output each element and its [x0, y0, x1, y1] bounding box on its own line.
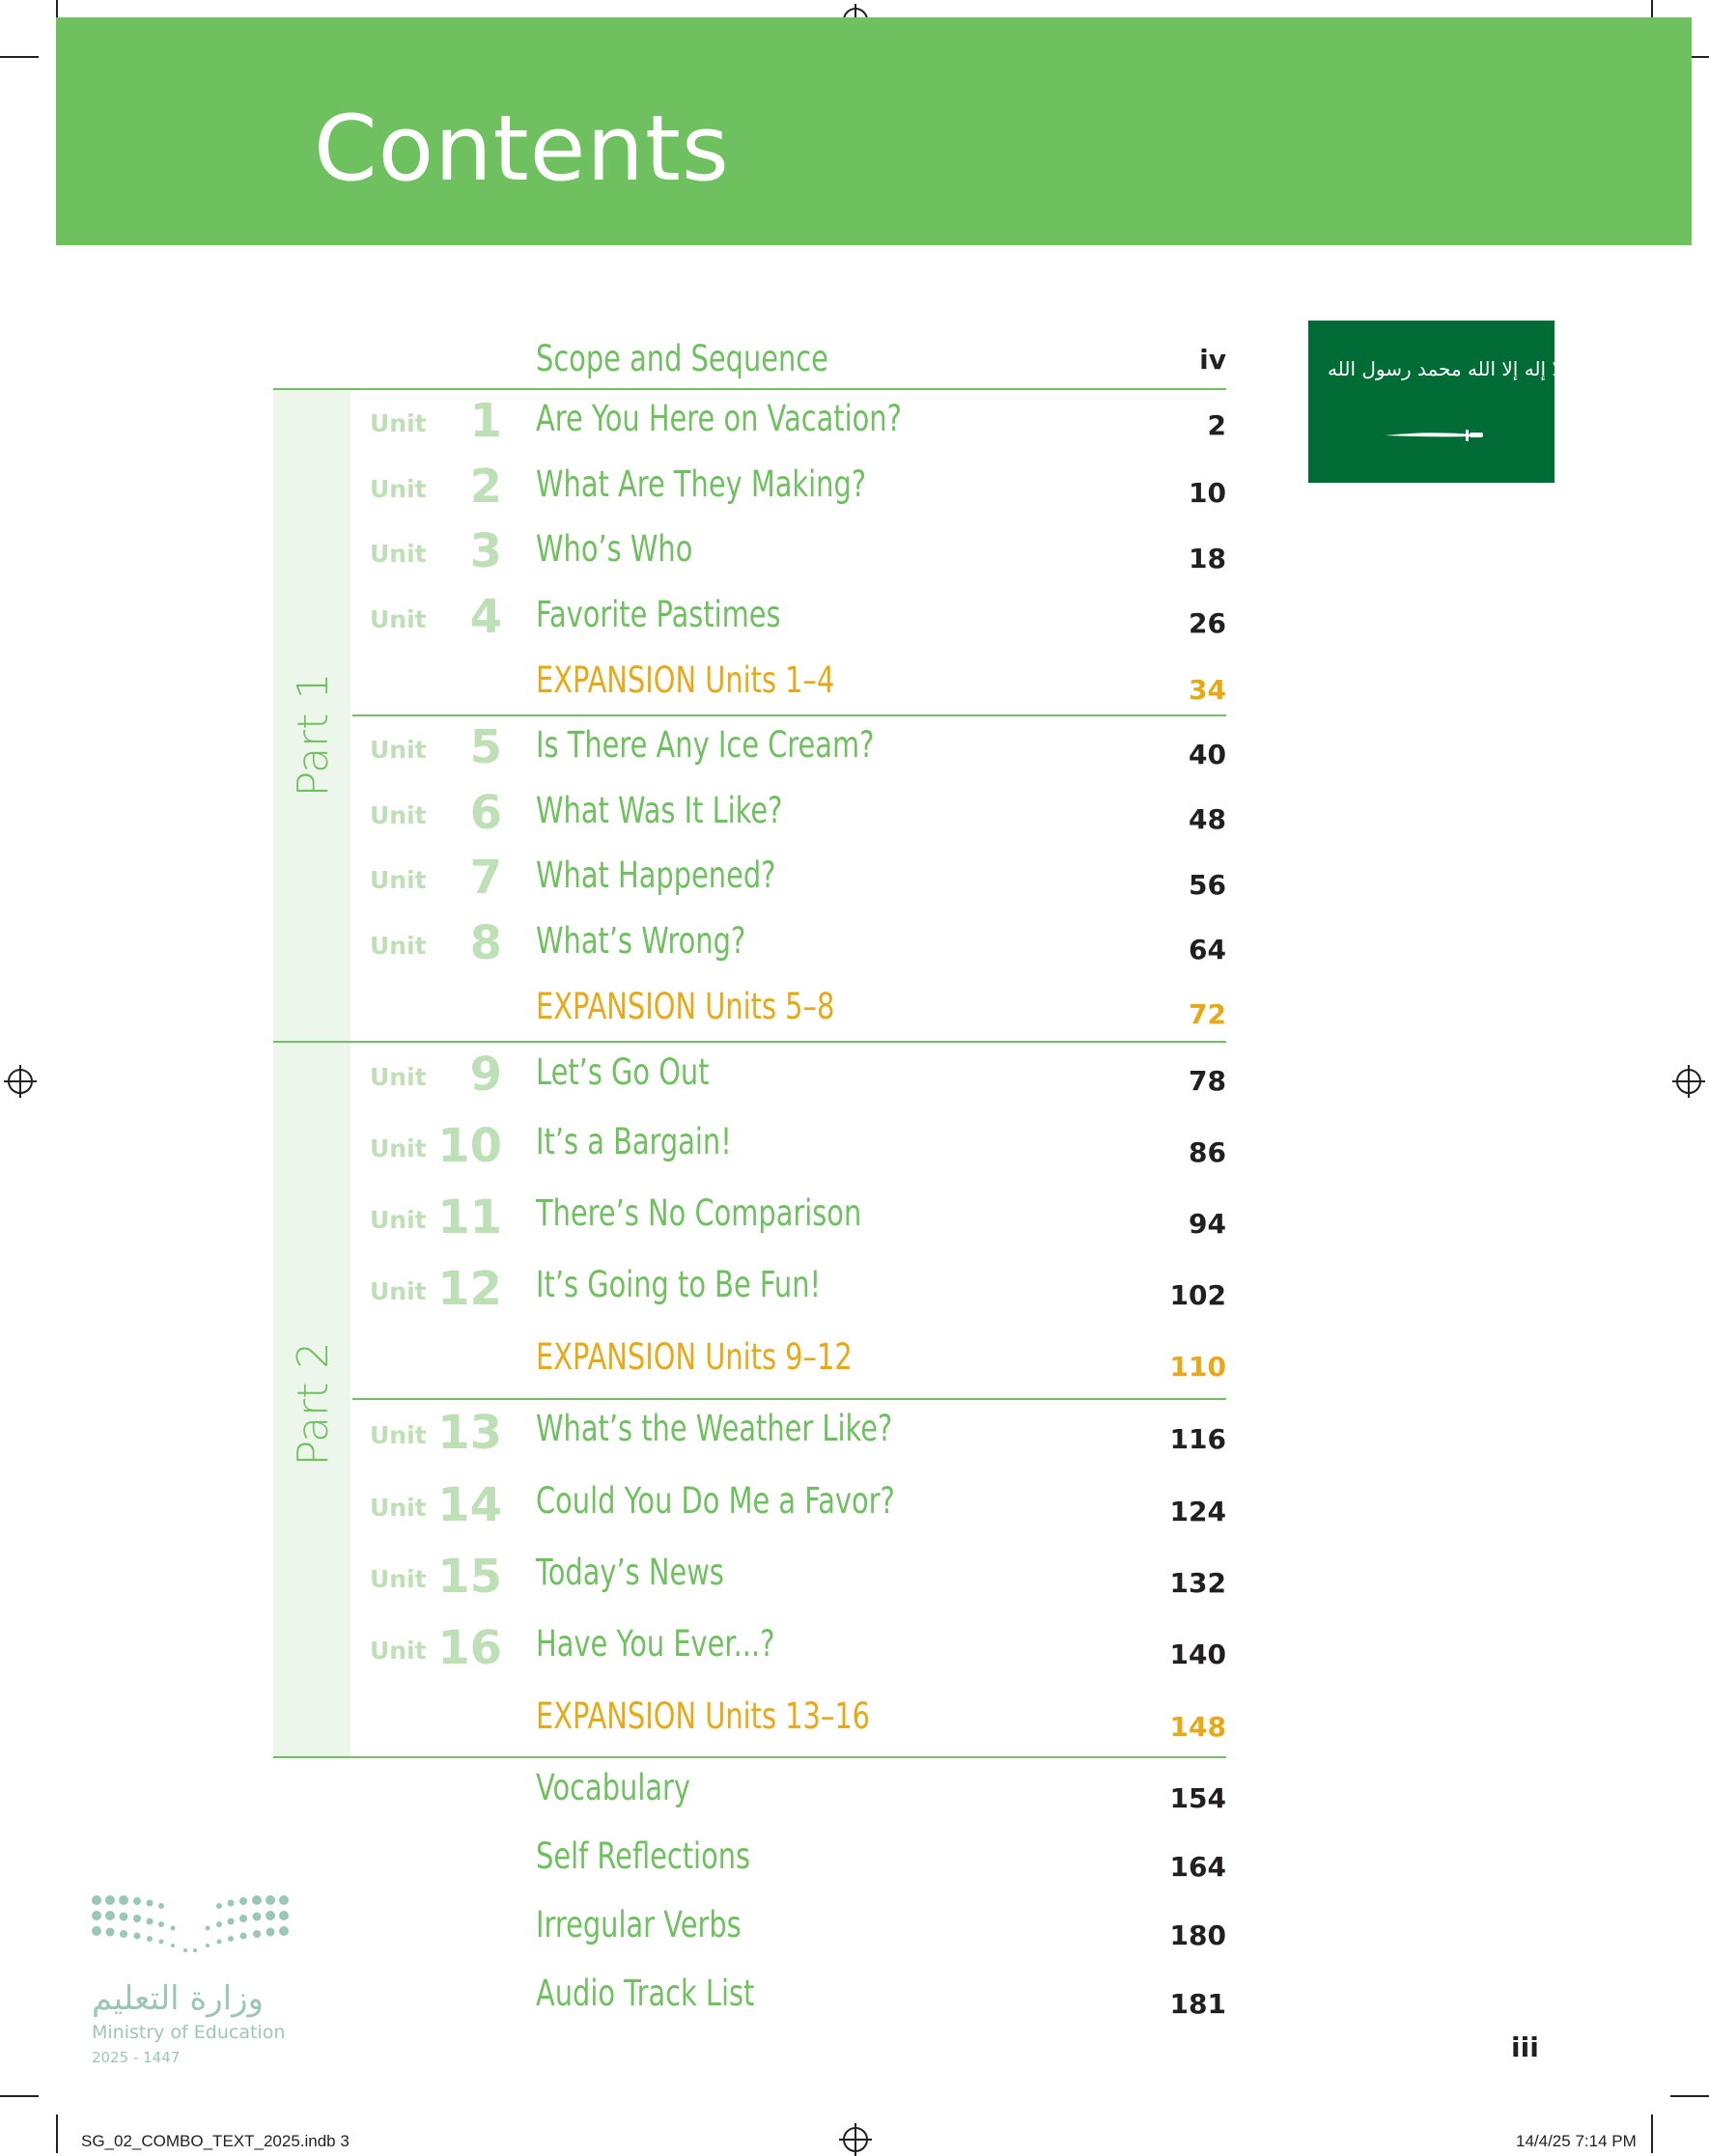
unit-label: Unit	[370, 409, 427, 437]
toc-title[interactable]: Have You Ever...?	[536, 1623, 775, 1665]
ministry-name-english: Ministry of Education	[92, 2022, 286, 2043]
toc-page: 18	[1189, 543, 1226, 574]
toc-title[interactable]: Audio Track List	[536, 1973, 755, 2014]
unit-label: Unit	[370, 1494, 427, 1522]
unit-label: Unit	[370, 1206, 427, 1234]
part-2-label: Part 2	[289, 1341, 338, 1467]
toc-row-unit-14[interactable]	[367, 1476, 1226, 1530]
toc-row-unit-8[interactable]	[367, 916, 1226, 970]
unit-number: 6	[469, 786, 502, 840]
toc-row-expansion-9-12[interactable]	[367, 1332, 1226, 1386]
toc-title[interactable]: What Happened?	[536, 854, 776, 896]
toc-row-self-reflections[interactable]	[367, 1832, 1226, 1886]
unit-label: Unit	[370, 1277, 427, 1305]
toc-row-unit-7[interactable]	[367, 851, 1226, 905]
unit-number: 2	[469, 460, 502, 514]
toc-page: 2	[1207, 409, 1226, 441]
crop-mark	[1670, 2095, 1709, 2097]
toc-page: 164	[1169, 1851, 1226, 1883]
toc-page: 72	[1189, 998, 1226, 1030]
toc-title[interactable]: EXPANSION Units 13–16	[536, 1695, 871, 1737]
ministry-year: 2025 - 1447	[92, 2049, 181, 2066]
toc-title[interactable]: Scope and Sequence	[536, 338, 828, 379]
unit-number: 8	[469, 916, 502, 970]
unit-label: Unit	[370, 475, 427, 503]
header-band	[56, 17, 1692, 245]
toc-page: 132	[1169, 1567, 1226, 1599]
toc-title[interactable]: It’s Going to Be Fun!	[536, 1264, 822, 1305]
unit-number: 4	[469, 590, 502, 644]
toc-page: 86	[1189, 1136, 1226, 1168]
registration-mark-icon	[8, 1069, 33, 1094]
toc-page: 94	[1189, 1208, 1226, 1240]
toc-row-scope[interactable]	[367, 332, 1226, 386]
toc-title[interactable]: Irregular Verbs	[536, 1904, 742, 1946]
page-title: Contents	[314, 97, 730, 202]
toc-title[interactable]: Today’s News	[536, 1552, 724, 1593]
crop-mark	[56, 2114, 58, 2153]
toc-row-unit-2[interactable]	[367, 460, 1226, 514]
unit-number: 5	[469, 720, 502, 774]
toc-page: 140	[1169, 1638, 1226, 1670]
unit-label: Unit	[370, 801, 427, 829]
unit-label: Unit	[370, 1421, 427, 1449]
crop-mark	[1651, 2114, 1653, 2153]
sword-icon	[1381, 427, 1487, 442]
registration-mark-icon	[1676, 1069, 1701, 1094]
saudi-flag-icon	[1308, 321, 1563, 483]
unit-number: 11	[437, 1190, 502, 1245]
unit-label: Unit	[370, 605, 427, 633]
unit-label: Unit	[370, 1565, 427, 1593]
toc-title[interactable]: There’s No Comparison	[536, 1192, 862, 1234]
toc-page: 34	[1189, 674, 1226, 706]
toc-row-unit-12[interactable]	[367, 1260, 1226, 1314]
toc-page: 110	[1169, 1351, 1226, 1383]
toc-page: 64	[1189, 934, 1226, 966]
unit-number: 3	[469, 524, 502, 578]
page-folio: iii	[1511, 2031, 1539, 2063]
toc-row-expansion-1-4[interactable]	[367, 656, 1226, 710]
toc-title[interactable]: Are You Here on Vacation?	[536, 398, 902, 439]
toc-page: 78	[1189, 1065, 1226, 1097]
toc-row-unit-11[interactable]	[367, 1189, 1226, 1243]
toc-row-unit-10[interactable]	[367, 1117, 1226, 1171]
toc-row-unit-9[interactable]	[367, 1048, 1226, 1102]
toc-title[interactable]: EXPANSION Units 1–4	[536, 659, 835, 701]
toc-title[interactable]: It’s a Bargain!	[536, 1121, 732, 1162]
toc-title[interactable]: Vocabulary	[536, 1767, 690, 1808]
part-1-label: Part 1	[289, 672, 338, 798]
toc-title[interactable]: What’s Wrong?	[536, 920, 746, 962]
divider-line	[273, 388, 1226, 390]
toc-page: iv	[1199, 344, 1226, 376]
unit-label: Unit	[370, 932, 427, 960]
unit-label: Unit	[370, 1637, 427, 1665]
toc-page: 116	[1169, 1423, 1226, 1455]
toc-title[interactable]: Could You Do Me a Favor?	[536, 1480, 895, 1522]
unit-number: 10	[437, 1119, 502, 1173]
toc-row-expansion-5-8[interactable]	[367, 982, 1226, 1036]
unit-label: Unit	[370, 736, 427, 764]
toc-row-irregular-verbs[interactable]	[367, 1900, 1226, 1954]
toc-row-unit-5[interactable]	[367, 720, 1226, 774]
divider-line	[273, 1756, 1226, 1758]
toc-page: 154	[1169, 1782, 1226, 1814]
flag-shahada: لا إله إلا الله محمد رسول الله	[1328, 357, 1563, 380]
unit-number: 9	[469, 1048, 502, 1102]
unit-number: 1	[469, 394, 502, 448]
unit-label: Unit	[370, 540, 427, 568]
toc-page: 10	[1189, 477, 1226, 509]
unit-label: Unit	[370, 866, 427, 894]
unit-number: 7	[469, 851, 502, 905]
toc-page: 124	[1169, 1496, 1226, 1527]
unit-number: 12	[437, 1262, 502, 1316]
unit-number: 15	[437, 1550, 502, 1604]
toc-title[interactable]: EXPANSION Units 5–8	[536, 986, 835, 1027]
divider-line	[273, 1041, 1226, 1043]
slug-date: 14/4/25 7:14 PM	[1516, 2132, 1637, 2150]
toc-title[interactable]: EXPANSION Units 9–12	[536, 1336, 853, 1378]
toc-page: 26	[1189, 607, 1226, 639]
toc-page: 48	[1189, 803, 1226, 835]
toc-row-unit-13[interactable]	[367, 1404, 1226, 1458]
toc-row-unit-3[interactable]	[367, 524, 1226, 578]
unit-number: 16	[437, 1621, 502, 1675]
toc-row-unit-6[interactable]	[367, 786, 1226, 840]
toc-row-unit-15[interactable]	[367, 1548, 1226, 1602]
toc-row-unit-1[interactable]	[367, 394, 1226, 448]
toc-row-expansion-13-16[interactable]	[367, 1692, 1226, 1746]
toc-title[interactable]: What’s the Weather Like?	[536, 1408, 893, 1449]
slug-filename: SG_02_COMBO_TEXT_2025.indb 3	[81, 2132, 350, 2150]
divider-line	[352, 1398, 1226, 1400]
toc-title[interactable]: Favorite Pastimes	[536, 594, 781, 635]
crop-mark	[0, 2095, 39, 2097]
divider-line	[352, 714, 1226, 716]
toc-title[interactable]: Is There Any Ice Cream?	[536, 724, 875, 766]
registration-mark-icon	[843, 2127, 868, 2152]
toc-row-audio-track-list[interactable]	[367, 1969, 1226, 2023]
toc-page: 56	[1189, 869, 1226, 901]
toc-row-vocabulary[interactable]	[367, 1763, 1226, 1817]
unit-number: 14	[437, 1478, 502, 1532]
unit-number: 13	[437, 1406, 502, 1460]
toc-title[interactable]: What Are They Making?	[536, 463, 867, 505]
crop-mark	[0, 56, 39, 58]
toc-page: 148	[1169, 1711, 1226, 1743]
toc-title[interactable]: Who’s Who	[536, 528, 693, 570]
toc-row-unit-4[interactable]	[367, 590, 1226, 644]
unit-label: Unit	[370, 1063, 427, 1091]
unit-label: Unit	[370, 1134, 427, 1162]
toc-title[interactable]: Self Reflections	[536, 1835, 751, 1877]
toc-row-unit-16[interactable]	[367, 1619, 1226, 1673]
ministry-name-arabic: وزارة التعليم	[92, 1979, 264, 2018]
toc-page: 102	[1169, 1279, 1226, 1311]
toc-title[interactable]: Let’s Go Out	[536, 1051, 710, 1093]
toc-page: 181	[1169, 1988, 1226, 2020]
toc-title[interactable]: What Was It Like?	[536, 790, 783, 831]
toc-page: 180	[1169, 1919, 1226, 1951]
toc-page: 40	[1189, 739, 1226, 770]
ministry-logo-dots-icon	[89, 1892, 292, 1960]
